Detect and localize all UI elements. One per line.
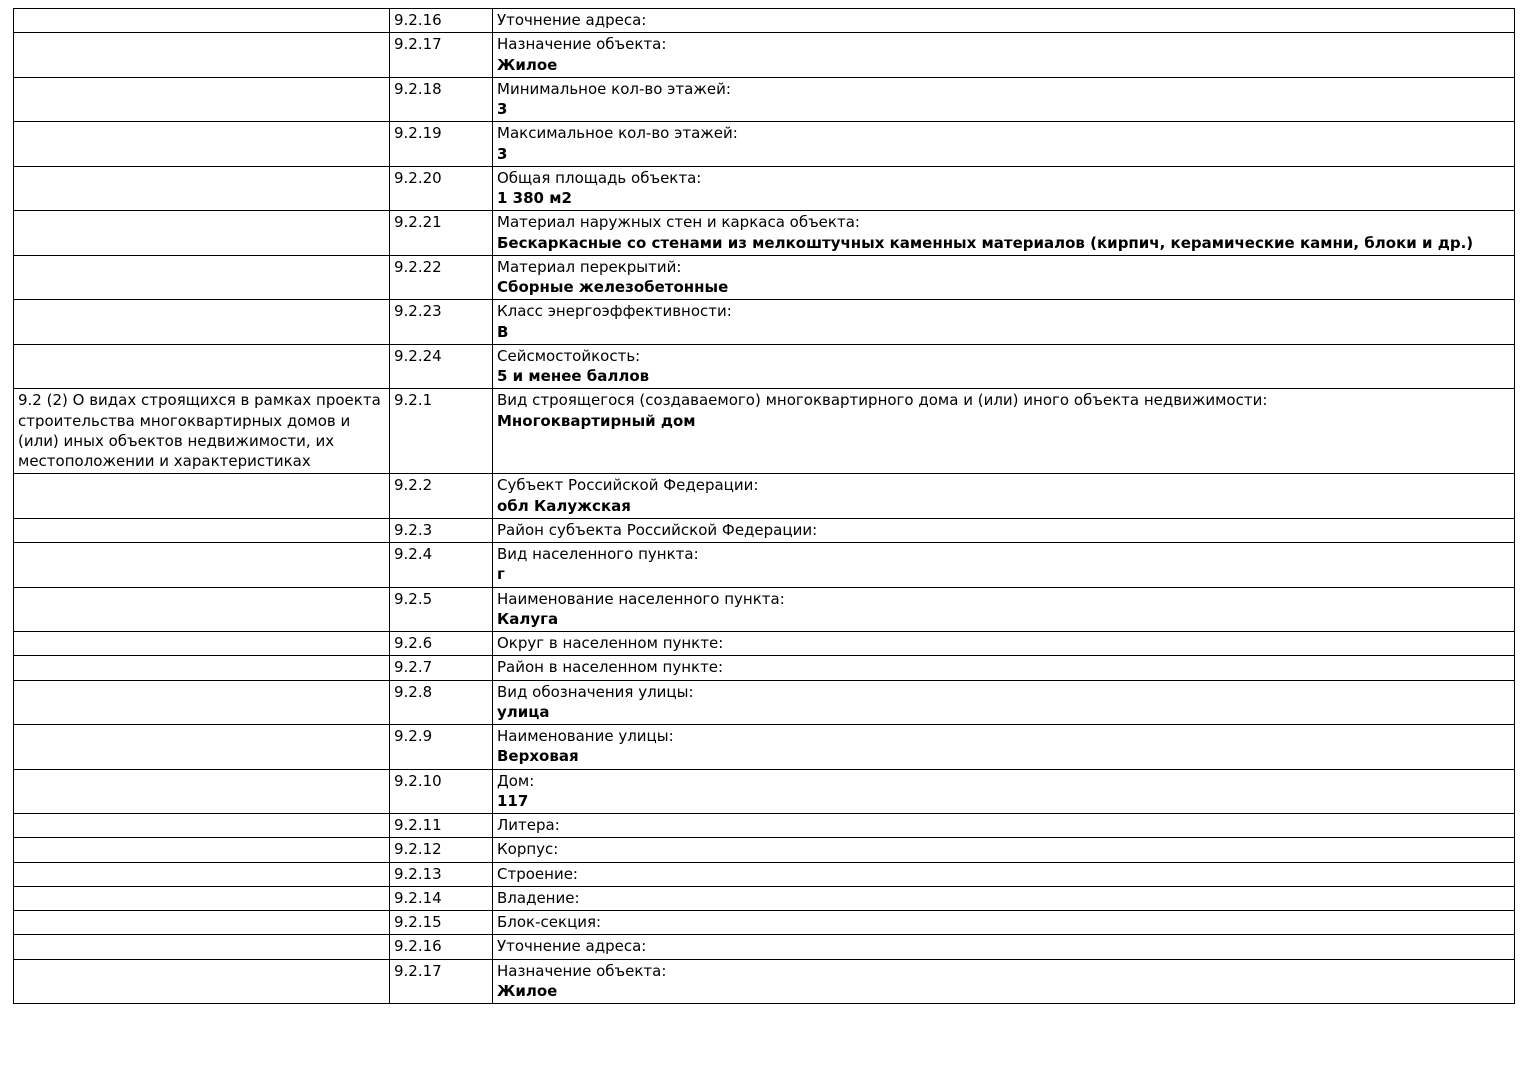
item-number-cell	[390, 344, 493, 389]
field-value: 117	[497, 791, 529, 810]
field-label: Владение:	[497, 888, 580, 907]
field-cell	[493, 344, 1515, 389]
item-number-cell	[390, 814, 493, 838]
item-number-cell	[390, 959, 493, 1004]
table-row	[14, 255, 1515, 300]
field-cell	[493, 862, 1515, 886]
field-cell	[493, 255, 1515, 300]
field-cell	[493, 211, 1515, 256]
field-label: Вид населенного пункта:	[497, 545, 699, 563]
table-row	[14, 935, 1515, 959]
item-number-cell	[390, 911, 493, 935]
table-row	[14, 725, 1515, 770]
item-number-cell	[390, 769, 493, 814]
field-label: Наименование улицы:	[497, 727, 674, 745]
item-number-cell	[390, 300, 493, 345]
field-label: Назначение объекта:	[497, 961, 667, 980]
item-number: 9.2.2	[394, 476, 433, 495]
table-row	[14, 344, 1515, 389]
table-row	[14, 587, 1515, 632]
item-number: 9.2.11	[394, 816, 442, 834]
field-value: 3	[497, 100, 508, 118]
item-number: 9.2.21	[394, 213, 442, 232]
item-number: 9.2.13	[394, 864, 442, 883]
field-value: обл Калужская	[497, 496, 631, 515]
field-label: Вид обозначения улицы:	[497, 682, 694, 701]
item-number-cell	[390, 474, 493, 519]
field-label: Максимальное кол-во этажей:	[497, 124, 738, 143]
item-number: 9.2.17	[394, 35, 442, 54]
field-label: Уточнение адреса:	[497, 937, 647, 956]
table-row	[14, 122, 1515, 167]
field-value: улица	[497, 702, 550, 721]
item-number: 9.2.8	[394, 682, 433, 701]
field-value: Жилое	[497, 55, 558, 74]
table-row	[14, 518, 1515, 542]
field-label: Строение:	[497, 864, 578, 883]
item-number: 9.2.15	[394, 913, 442, 931]
field-value: 5 и менее баллов	[497, 367, 650, 385]
field-cell	[493, 474, 1515, 519]
item-number-cell	[390, 632, 493, 656]
item-number-cell	[390, 587, 493, 632]
item-number-cell	[390, 9, 493, 33]
section-cell	[14, 543, 390, 588]
section-cell	[14, 814, 390, 838]
field-label: Район субъекта Российской Федерации:	[497, 520, 818, 539]
field-cell	[493, 886, 1515, 910]
table-row	[14, 680, 1515, 725]
field-label: Назначение объекта:	[497, 35, 667, 54]
item-number: 9.2.7	[394, 658, 433, 677]
field-label: Минимальное кол-во этажей:	[497, 79, 731, 98]
section-cell	[14, 9, 390, 33]
field-label: Дом:	[497, 771, 535, 790]
field-cell	[493, 935, 1515, 959]
section-cell	[14, 862, 390, 886]
table-row	[14, 632, 1515, 656]
item-number-cell	[390, 656, 493, 680]
field-cell	[493, 959, 1515, 1004]
section-title: 9.2 (2) О видах строящихся в рамках проекта строительства многоквартирных домов и (или) иных объектов недвижимости, их местоположении и характеристиках	[18, 391, 381, 470]
field-label: Вид строящегося (создаваемого) многоквартирного дома и (или) иного объекта недвижимости:	[497, 391, 1268, 410]
item-number: 9.2.1	[394, 391, 433, 410]
item-number: 9.2.23	[394, 302, 442, 321]
field-cell	[493, 33, 1515, 78]
field-label: Корпус:	[497, 840, 559, 859]
item-number: 9.2.9	[394, 727, 433, 745]
item-number: 9.2.17	[394, 961, 442, 980]
field-cell	[493, 300, 1515, 345]
section-cell	[14, 344, 390, 389]
table-row	[14, 300, 1515, 345]
field-value: Многоквартирный дом	[497, 411, 696, 430]
field-cell	[493, 518, 1515, 542]
item-number: 9.2.18	[394, 79, 442, 98]
field-cell	[493, 587, 1515, 632]
table-row	[14, 77, 1515, 122]
item-number: 9.2.14	[394, 888, 442, 907]
field-label: Класс энергоэффективности:	[497, 302, 732, 321]
field-cell	[493, 9, 1515, 33]
table-row	[14, 166, 1515, 211]
section-cell	[14, 769, 390, 814]
field-label: Материал наружных стен и каркаса объекта:	[497, 213, 860, 232]
field-label: Блок-секция:	[497, 913, 602, 931]
section-cell	[14, 838, 390, 862]
table-row	[14, 543, 1515, 588]
table-row	[14, 862, 1515, 886]
field-cell	[493, 656, 1515, 680]
field-label: Наименование населенного пункта:	[497, 589, 785, 608]
field-cell	[493, 543, 1515, 588]
item-number-cell	[390, 77, 493, 122]
section-cell	[14, 959, 390, 1004]
item-number-cell	[390, 543, 493, 588]
section-cell	[14, 518, 390, 542]
field-value: В	[497, 322, 509, 341]
section-cell	[14, 166, 390, 211]
table-body	[14, 9, 1515, 1004]
section-cell	[14, 656, 390, 680]
item-number: 9.2.19	[394, 124, 442, 143]
item-number-cell	[390, 838, 493, 862]
field-label: Материал перекрытий:	[497, 257, 682, 276]
field-value: Верховая	[497, 747, 579, 766]
item-number: 9.2.22	[394, 257, 442, 276]
item-number-cell	[390, 935, 493, 959]
field-label: Субъект Российской Федерации:	[497, 476, 759, 495]
item-number-cell	[390, 166, 493, 211]
table-row	[14, 656, 1515, 680]
item-number: 9.2.24	[394, 346, 442, 365]
table-row	[14, 9, 1515, 33]
field-cell	[493, 911, 1515, 935]
section-cell	[14, 33, 390, 78]
section-cell	[14, 886, 390, 910]
section-cell	[14, 725, 390, 770]
section-cell	[14, 474, 390, 519]
field-label: Округ в населенном пункте:	[497, 634, 724, 652]
field-cell	[493, 122, 1515, 167]
section-cell	[14, 122, 390, 167]
section-cell	[14, 632, 390, 656]
field-value: 3	[497, 144, 508, 163]
table-row	[14, 886, 1515, 910]
section-cell	[14, 300, 390, 345]
table-row	[14, 838, 1515, 862]
field-label: Литера:	[497, 816, 560, 834]
item-number: 9.2.3	[394, 520, 433, 539]
section-cell	[14, 680, 390, 725]
field-value: г	[497, 565, 505, 584]
field-value: Сборные железобетонные	[497, 278, 729, 296]
section-cell	[14, 77, 390, 122]
section-cell	[14, 255, 390, 300]
table-row	[14, 911, 1515, 935]
table-row	[14, 389, 1515, 474]
item-number-cell	[390, 680, 493, 725]
table-row	[14, 474, 1515, 519]
field-value: Жилое	[497, 981, 558, 1000]
section-cell	[14, 587, 390, 632]
item-number: 9.2.16	[394, 11, 442, 29]
item-number-cell	[390, 389, 493, 474]
item-number-cell	[390, 518, 493, 542]
field-label: Сейсмостойкость:	[497, 346, 641, 365]
field-cell	[493, 389, 1515, 474]
item-number: 9.2.16	[394, 937, 442, 956]
item-number-cell	[390, 886, 493, 910]
project-declaration-table	[13, 8, 1515, 1004]
field-label: Уточнение адреса:	[497, 11, 647, 29]
field-value: Калуга	[497, 609, 559, 628]
item-number-cell	[390, 862, 493, 886]
table-row	[14, 959, 1515, 1004]
section-cell	[14, 935, 390, 959]
item-number-cell	[390, 255, 493, 300]
field-cell	[493, 725, 1515, 770]
item-number: 9.2.12	[394, 840, 442, 859]
item-number: 9.2.4	[394, 545, 433, 563]
field-label: Общая площадь объекта:	[497, 168, 702, 187]
table-row	[14, 211, 1515, 256]
field-cell	[493, 632, 1515, 656]
section-cell	[14, 389, 390, 474]
table-row	[14, 769, 1515, 814]
field-cell	[493, 680, 1515, 725]
item-number: 9.2.20	[394, 168, 442, 187]
item-number: 9.2.5	[394, 589, 433, 608]
item-number-cell	[390, 122, 493, 167]
item-number-cell	[390, 211, 493, 256]
field-cell	[493, 814, 1515, 838]
item-number: 9.2.6	[394, 634, 433, 652]
table-row	[14, 814, 1515, 838]
field-cell	[493, 166, 1515, 211]
field-cell	[493, 769, 1515, 814]
item-number-cell	[390, 33, 493, 78]
section-cell	[14, 211, 390, 256]
field-cell	[493, 838, 1515, 862]
field-value: Бескаркасные со стенами из мелкоштучных каменных материалов (кирпич, керамические камни, блоки и др.)	[497, 233, 1474, 252]
item-number: 9.2.10	[394, 771, 442, 790]
section-cell	[14, 911, 390, 935]
field-label: Район в населенном пункте:	[497, 658, 724, 677]
field-value: 1 380 м2	[497, 189, 572, 207]
item-number-cell	[390, 725, 493, 770]
field-cell	[493, 77, 1515, 122]
table-row	[14, 33, 1515, 78]
